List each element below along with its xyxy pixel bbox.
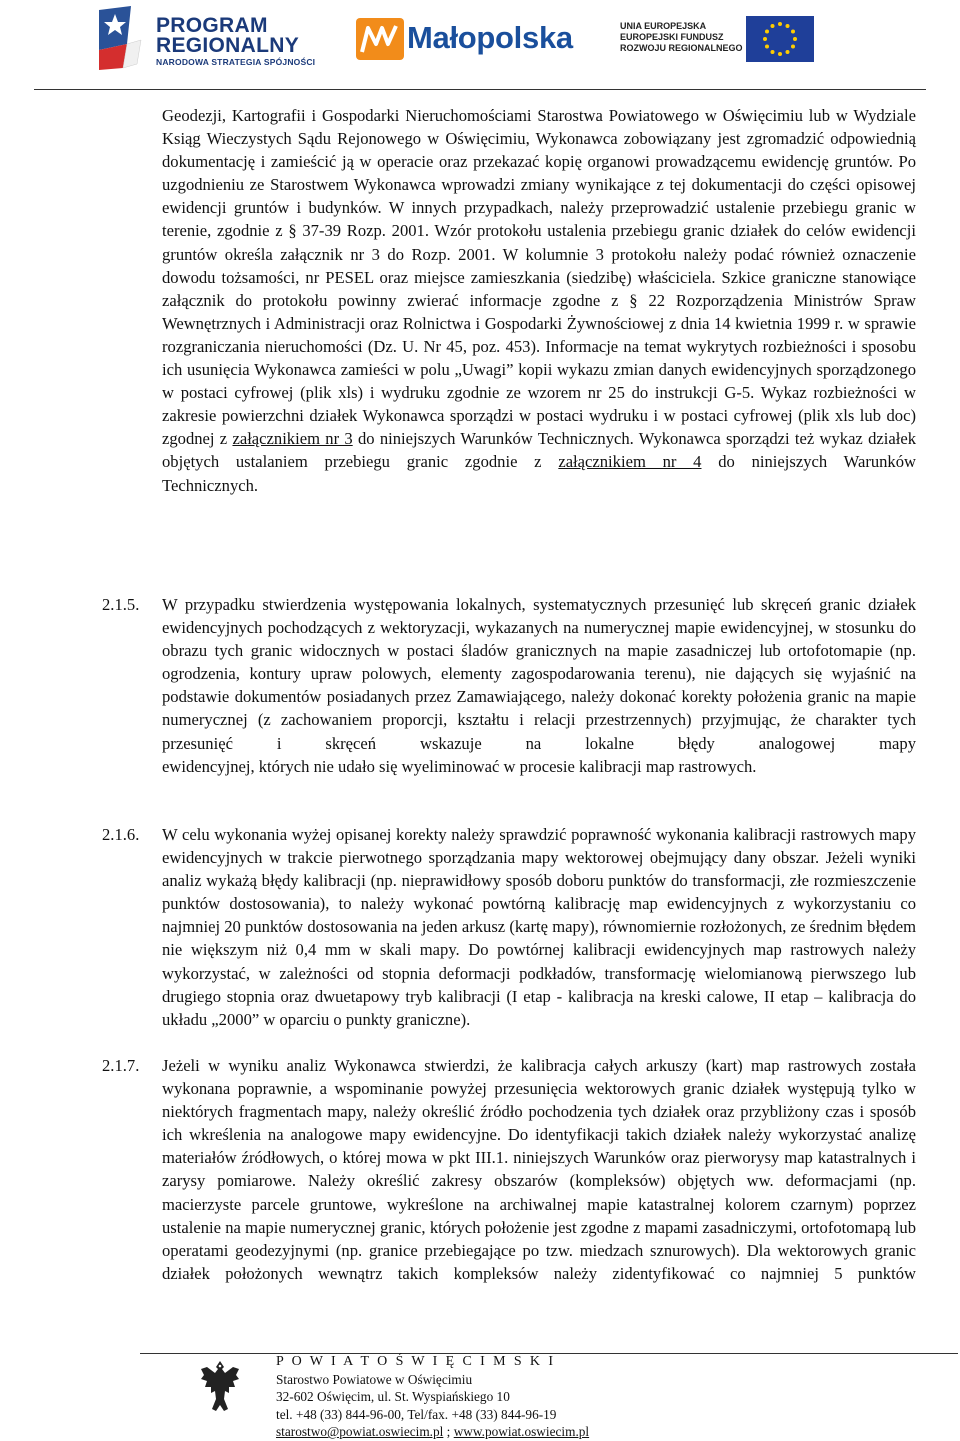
- link-attachment-3[interactable]: załącznikiem nr 3: [232, 429, 353, 449]
- continuation-text2: do niniejszych Warunków Technicznych. Wykonawca sporządzi też wykaz działek objętych ustalaniem przebiegu granic zgodnie z: [162, 429, 916, 472]
- footer-line3: tel. +48 (33) 844-96-00, Tel/fax. +48 (33) 844-96-19: [276, 1406, 557, 1422]
- continuation-paragraph: [162, 104, 916, 497]
- malopolska-logo-icon: [356, 18, 404, 60]
- section-number: 2.1.6.: [102, 825, 140, 844]
- section-number: 2.1.5.: [102, 595, 140, 614]
- eu-line2: EUROPEJSKI FUNDUSZ: [620, 32, 724, 42]
- malopolska-wordmark: Małopolska: [407, 20, 573, 55]
- link-attachment-4[interactable]: załącznikiem nr 4: [558, 452, 702, 472]
- section-text: W celu wykonania wyżej opisanej korekty należy sprawdzić poprawność wykonania kalibracji rastrowych mapy ewidencyjnych w trakcie pierwotnego sporządzania mapy wektorowej obejmujący dany obszar. Jeżeli wyniki analiz wykażą błędy kalibracji (np. nieprawidłowy sposób doboru punktów do transformacji, złe rozmieszczenie punktów dostosowania), to należy wykonać powtórną kalibrację map ewidencyjnych z wykorzystaniu co najmniej 20 punktów dostosowania na jeden arkusz (kartę mapy), równomiernie rozłożonych, ze średnim błędem nie większym niż 0,4 mm w skali mapy. Do powtórnej kalibracji ewidencyjnych map rastrowych należy wykorzystać, w zależności od stopnia deformacji podkładów, transformację wielomianową pierwszego lub drugiego stopnia oraz dwuetapowy tryb kalibracji (I etap - kalibracja na kreski calowe, II etap – kalibracja do: [162, 825, 916, 1006]
- footer-line1: Starostwo Powiatowe w Oświęcimiu: [276, 1371, 473, 1387]
- section-paragraph: [162, 593, 916, 778]
- footer-address: [276, 1353, 589, 1441]
- section-number: 2.1.7.: [102, 1056, 140, 1075]
- page-header: [0, 0, 960, 88]
- continuation-text3: do niniejszych Warunków: [718, 452, 917, 472]
- footer-separator: ;: [443, 1424, 454, 1440]
- section-last-line: układu „2000” w oparciu o punkty graniczne).: [162, 1009, 471, 1029]
- program-line2: REGIONALNY: [156, 34, 300, 57]
- eu-caption: [620, 21, 743, 54]
- program-regionalny-logo: [156, 16, 315, 69]
- section-paragraph: [162, 823, 916, 1031]
- footer-title: P O W I A T O Ś W I Ę C I M S K I: [276, 1354, 556, 1369]
- section-paragraph: [162, 1054, 916, 1285]
- section-text: Jeżeli w wyniku analiz Wykonawca stwierdzi, że kalibracja całych arkuszy (kart) map rastrowych została wykonana poprawnie, a wspominanie powyżej przesunięcia wektorowych granic działek występują tylko w niektórych fragmentach mapy, należy określić źródło pochodzenia tych działek oraz przybliżony czas i sposób ich wkreślenia na analogowe mapy ewidencyjne. Do identyfikacji takich działek należy wykorzystać analizę materiałów źródłowych, o której mowa w pkt III.1. niniejszych Warunków oraz pierworysy map katastralnych i zarysy pomiarowe. Należy określić zakresy obszarów (kompleksów) objętych ww. deformacjami (np. macierzyste parcele gruntowe, wykreślone na archiwalnej mapie katastralnej kolorem czarnym) poprzez ustalenie na mapie numerycznej granic, których położenie jest zgodne z mapami zasadniczymi, ortofotomapą lub operatami geodezyjnymi (np. granice przebiegające po tzw. miedzach sznurowych). Dla wektorowych granic działek położonych wewnątrz takich kompleksów należy zidentyfikować co najmniej 5 punktów: [162, 1056, 916, 1283]
- website-link[interactable]: www.powiat.oswiecim.pl: [453, 1424, 590, 1440]
- email-link[interactable]: starostwo@powiat.oswiecim.pl: [276, 1424, 444, 1440]
- eu-flag-icon: [746, 16, 814, 62]
- footer-links: [276, 1423, 589, 1441]
- header-divider: [34, 89, 926, 90]
- section-text: W przypadku stwierdzenia występowania lokalnych, systematycznych przesunięć lub skręceń granic działek ewidencyjnych pochodzących z wektoryzacji, wykazanych na numerycznej mapie ewidencyjnej, w stosunku do obrazu tych granic widocznych w postaci śladów granicznych na mapie zasadniczej lub ortofotomapie (np. ogrodzenia, kontury upraw polowych, elementy zagospodarowania terenu), nie dających się wyjaśnić na podstawie dokumentów posiadanych przez Zamawiającego, należy dokonać korekty położenia granic na mapie numerycznej (z zachowaniem proporcji, kształtu i relacji przestrzennych) przyjmując, że charakter tych przesunięć i skręceń wskazuje na lokalne błędy analogowej mapy: [162, 595, 916, 753]
- continuation-last-line: Technicznych.: [162, 475, 259, 495]
- footer-line2: 32-602 Oświęcim, ul. St. Wyspiańskiego 10: [276, 1389, 510, 1405]
- section-last-line: ewidencyjnej, których nie udało się wyeliminować w procesie kalibracji map rastrowych.: [162, 756, 757, 776]
- county-eagle-crest-icon: [198, 1357, 242, 1413]
- program-line3: NARODOWA STRATEGIA SPÓJNOŚCI: [156, 57, 316, 67]
- program-line1: PROGRAM: [156, 14, 268, 37]
- eu-line1: UNIA EUROPEJSKA: [620, 21, 707, 31]
- continuation-text: Geodezji, Kartografii i Gospodarki Nieruchomościami Starostwa Powiatowego w Oświęcimiu lub w Wydziale Ksiąg Wieczystych Sądu Rejonowego w Oświęcimiu, Wykonawca zobowiązany jest zgromadzić odpowiednią dokumentację i zamieścić ją w operacie oraz przekazać kopię organowi prowadzącemu ewidencję gruntów. Po uzgodnieniu ze Starostwem Wykonawca wprowadzi zmiany wynikające z tej dokumentacji do części opisowej ewidencji gruntów i budynków. W innych przypadkach, należy przeprowadzić ustalenie przebiegu granic w terenie, zgodnie z § 37-39 Rozp. 2001. Wzór protokołu ustalenia przebiegu granic działek do celów ewidencji gruntów określa załącznik nr 3 do Rozp. 2001. W kolumnie 3 protokołu należy podać również oznaczenie dowodu tożsamości, nr PESEL oraz miejsce zamieszkania (siedzibę) właściciela. Szkice graniczne stanowiące załącznik do protokołu powinny zwierać informacje zgodne z § 22 Rozporządzenia Ministrów Spraw Wewnętrznych i Administracji oraz Rolnictwa i Gospodarki Żywnościowej z dnia 14 kwietnia 1999 r. w sprawie rozgraniczania nieruchomości (Dz. U. Nr 45, poz. 453). Informacje na temat wykrytych rozbieżności i sposobu ich usunięcia Wykonawca zamieści w polu „Uwagi” kopii wykazu zmian danych ewidencyjnych sporządzonego w postaci cyfrowej (plik xls) i wydruku zgodnie ze wzorem nr 25 do instrukcji G-5. Wykaz rozbieżności w zakresie powierzchni działek Wykonawca sporządzi w postaci wydruku i w postaci cyfrowej (plik xls lub doc) zgodnej z: [162, 106, 916, 449]
- eu-line3: ROZWOJU REGIONALNEGO: [620, 43, 743, 53]
- program-regionalny-flag-icon: [97, 4, 153, 72]
